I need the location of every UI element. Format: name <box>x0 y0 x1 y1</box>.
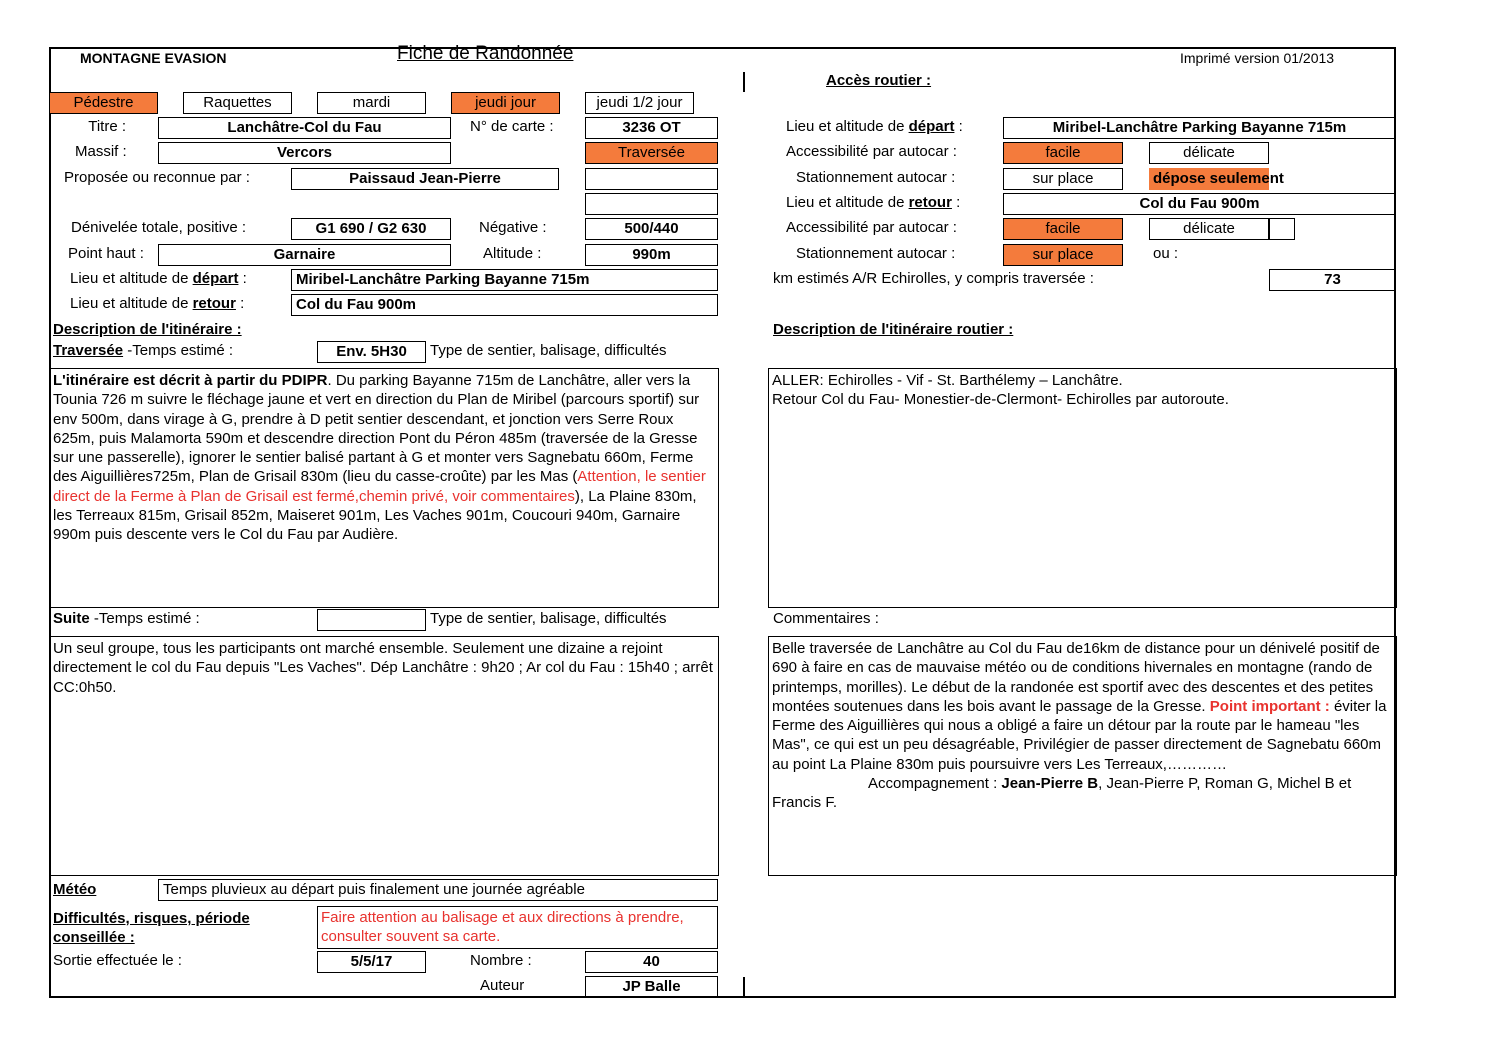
right-retour-field[interactable]: Col du Fau 900m <box>1003 193 1396 215</box>
suite-temps-field[interactable] <box>317 609 426 631</box>
accomp-bold: Jean-Pierre B <box>1001 775 1099 793</box>
type-jeudi-demi[interactable]: jeudi 1/2 jour <box>585 92 694 114</box>
divider-top <box>743 72 745 92</box>
suite-type-label: Type de sentier, balisage, difficultés <box>430 610 667 627</box>
temps-field[interactable]: Env. 5H30 <box>317 341 426 363</box>
day-field[interactable]: mardi <box>317 92 426 114</box>
access2-delicate[interactable]: délicate <box>1149 218 1269 240</box>
club-name: MONTAGNE EVASION <box>80 50 227 66</box>
type-sentier-label: Type de sentier, balisage, difficultés <box>430 342 667 359</box>
right-depart-label: Lieu et altitude de départ : <box>786 118 963 135</box>
access2-label: Accessibilité par autocar : <box>786 219 957 236</box>
km-field[interactable]: 73 <box>1269 269 1396 291</box>
itinerary-text-1: . Du parking Bayanne 715m de Lanchâtre, aller vers la Tounia 726 m suivre le fléchage jaune et vert en direction du Plan de Miribel (parcours sportif) sur env 500m, dans virage à G, prendre à D petit sentier descendant, et jonction vers Serre Roux 625m, puis Malamorta 590m et descendre direction Pont du Péron 485m (traversée de la Gresse sur une passerelle), ignorer le sentier balisé partant à G et monter vers Sagnebatu 660m, Ferme des Aiguillières725m, Plan de Grisail 830m (lieu du casse-croûte) par les Mas ( <box>53 372 700 486</box>
point-haut-label: Point haut : <box>68 245 144 262</box>
km-label: km estimés A/R Echirolles, y compris traversée : <box>773 270 1094 287</box>
sortie-field[interactable]: 5/5/17 <box>317 951 426 973</box>
suite-temps-label: Suite -Temps estimé : <box>53 610 200 627</box>
difficultes-label: Difficultés, risques, période conseillée : <box>53 910 250 946</box>
itinerary-bold-text: L'itinéraire est décrit à partir du PDIPR <box>53 372 328 389</box>
extra-field-1[interactable] <box>585 168 718 190</box>
accomp-rest: , Jean-Pierre P, Roman G, Michel B et Francis F. <box>772 775 1352 812</box>
auteur-field[interactable]: JP Balle <box>585 976 718 998</box>
extra-field-2[interactable] <box>585 193 718 215</box>
negative-label: Négative : <box>479 219 547 236</box>
comments-text-1: Belle traversée de Lanchâtre au Col du Fau de16km de distance pour un dénivelé positif de 690 à faire en cas de mauvaise météo ou de conditions hivernales en montagne (rando de printemps, morilles). Le début de la randonée est sportif avec des descentes et des petites montées soutenues dans les bois avant le passage de la Gresse. <box>772 640 1380 715</box>
version-label: Imprimé version 01/2013 <box>1180 50 1335 66</box>
carte-label: N° de carte : <box>470 118 554 135</box>
road-heading: Description de l'itinéraire routier : <box>773 321 1014 338</box>
point-haut-field[interactable]: Garnaire <box>158 244 451 266</box>
left-depart-field[interactable]: Miribel-Lanchâtre Parking Bayanne 715m <box>291 269 718 291</box>
auteur-label: Auteur <box>480 977 525 994</box>
traversee-temps-label: Traversée -Temps estimé : <box>53 342 234 359</box>
comments-label: Commentaires : <box>773 610 879 627</box>
itinerary-warning: Attention, le sentier direct de la Ferme à Plan de Grisail est fermé,chemin privé, voir commentaires <box>53 468 706 505</box>
right-retour-label: Lieu et altitude de retour : <box>786 194 961 211</box>
access1-label: Accessibilité par autocar : <box>786 143 957 160</box>
sortie-label: Sortie effectuée le : <box>53 952 182 969</box>
proposee-field[interactable]: Paissaud Jean-Pierre <box>291 168 559 190</box>
form-title: Fiche de Randonnée <box>397 43 574 64</box>
difficultes-field[interactable]: Faire attention au balisage et aux directions à prendre, consulter souvent sa carte. <box>317 906 718 949</box>
meteo-field[interactable]: Temps pluvieux au départ puis finalement une journée agréable <box>158 879 718 901</box>
type-pedestre[interactable]: Pédestre <box>49 92 158 114</box>
type-jeudi-jour[interactable]: jeudi jour <box>451 92 560 114</box>
road-line-1: ALLER: Echirolles - Vif - St. Barthélemy – Lanchâtre. <box>772 372 1123 389</box>
road-line-2: Retour Col du Fau- Monestier-de-Clermont- Echirolles par autoroute. <box>772 391 1229 409</box>
access2-extra-box[interactable] <box>1269 218 1295 240</box>
titre-label: Titre : <box>88 118 126 135</box>
traversee-flag[interactable]: Traversée <box>585 142 718 164</box>
left-retour-field[interactable]: Col du Fau 900m <box>291 294 718 316</box>
massif-field[interactable]: Vercors <box>158 142 451 164</box>
station2-place[interactable]: sur place <box>1003 244 1123 266</box>
comments-textbox[interactable] <box>768 636 1397 876</box>
itinerary-textbox[interactable] <box>49 368 719 608</box>
station1-place[interactable]: sur place <box>1003 168 1123 190</box>
altitude-field[interactable]: 990m <box>585 244 718 266</box>
titre-field[interactable]: Lanchâtre-Col du Fau <box>158 117 451 139</box>
station2-label: Stationnement autocar : <box>796 245 956 262</box>
comments-text-2: éviter la Ferme des Aiguillières qui nous a obligé a faire un détour par la route par le hameau "les Mas", ce qui est un peu désagréable, Privilégier de passer directement de Sagnebatu 660m au point La Plaine 830m puis poursuivre vers Les Terreaux,………… <box>772 697 1387 773</box>
description-heading: Description de l'itinéraire : <box>53 321 242 338</box>
altitude-label: Altitude : <box>483 245 542 262</box>
station1-label: Stationnement autocar : <box>796 169 956 186</box>
station1-depose[interactable]: dépose seulement <box>1149 168 1284 190</box>
massif-label: Massif : <box>75 143 127 160</box>
road-access-heading: Accès routier : <box>826 72 932 89</box>
nombre-label: Nombre : <box>470 952 532 969</box>
nombre-field[interactable]: 40 <box>585 951 718 973</box>
denivelee-field[interactable]: G1 690 / G2 630 <box>291 218 451 240</box>
negative-field[interactable]: 500/440 <box>585 218 718 240</box>
access1-delicate[interactable]: délicate <box>1149 142 1269 164</box>
comments-important: Point important : <box>1209 697 1330 715</box>
left-retour-label: Lieu et altitude de retour : <box>70 295 245 312</box>
type-raquettes[interactable]: Raquettes <box>183 92 292 114</box>
carte-field[interactable]: 3236 OT <box>585 117 718 139</box>
itinerary-text-2: ), La Plaine 830m, les Terreaux 815m, Grisail 852m, Maiseret 901m, Les Vaches 901m, Coucouri 940m, Garnaire 990m puis descente vers le Col du Fau par Audière. <box>53 487 697 544</box>
proposee-label: Proposée ou reconnue par : <box>64 169 250 186</box>
accomp-label: Accompagnement : <box>868 775 1002 793</box>
station2-ou: ou : <box>1153 245 1179 262</box>
right-depart-field[interactable]: Miribel-Lanchâtre Parking Bayanne 715m <box>1003 117 1396 139</box>
denivelee-label: Dénivelée totale, positive : <box>71 219 247 236</box>
left-depart-label: Lieu et altitude de départ : <box>70 270 247 287</box>
access1-facile[interactable]: facile <box>1003 142 1123 164</box>
suite-textbox[interactable]: Un seul groupe, tous les participants ont marché ensemble. Seulement une dizaine a rejoint directement le col du Fau depuis "Les Vaches". Dép Lanchâtre : 9h20 ; Ar col du Fau : 15h40 ; arrêt CC:0h50. <box>49 636 719 876</box>
access2-facile[interactable]: facile <box>1003 218 1123 240</box>
meteo-label: Météo <box>53 881 97 898</box>
divider-bottom <box>743 977 745 997</box>
road-textbox[interactable] <box>768 368 1397 608</box>
